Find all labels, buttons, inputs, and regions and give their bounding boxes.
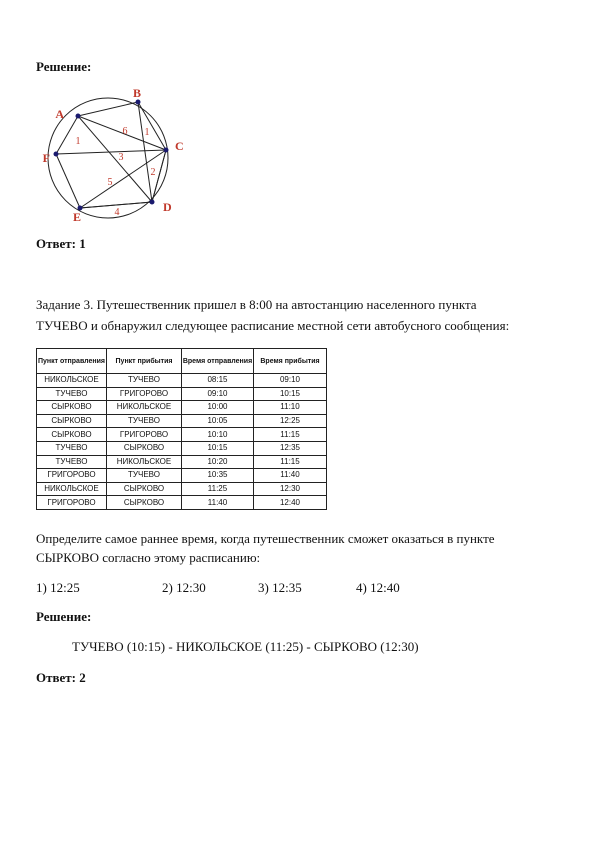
table-row [37, 455, 327, 469]
table-cell: ТУЧЕВО [107, 469, 182, 483]
table-cell: 11:10 [254, 401, 327, 415]
node-label-C: C [175, 139, 184, 153]
table-cell: НИКОЛЬСКОЕ [37, 374, 107, 388]
edge-weight-E-C: 5 [107, 177, 113, 188]
table-cell: СЫРКОВО [37, 428, 107, 442]
table-cell: 11:40 [254, 469, 327, 483]
graph-edge-A-B [78, 102, 138, 116]
edge-weight-A-C: 6 [122, 126, 128, 137]
table-row [37, 387, 327, 401]
graph-node-D [150, 200, 155, 205]
table-cell: ТУЧЕВО [37, 387, 107, 401]
node-label-F: F [42, 151, 50, 165]
table-row [37, 401, 327, 415]
table-cell: 10:35 [182, 469, 254, 483]
solution-heading-2: Решение: [36, 609, 92, 624]
node-label-A: A [55, 107, 64, 121]
table-cell: ГРИГОРОВО [37, 496, 107, 510]
graph-edge-A-D [75, 116, 152, 202]
graph-edge-B-D [138, 102, 152, 202]
graph-edge-F-C [56, 150, 166, 154]
graph-edge-B-C [138, 102, 166, 150]
table-cell: ТУЧЕВО [107, 374, 182, 388]
table-cell: 10:15 [182, 441, 254, 455]
edge-weight-F-C: 1 [75, 136, 81, 147]
solution-heading-1: Решение: [36, 59, 92, 74]
table-cell: ТУЧЕВО [37, 455, 107, 469]
table-cell: ТУЧЕВО [37, 441, 107, 455]
table-row [37, 469, 327, 483]
table-cell: 11:40 [182, 496, 254, 510]
table-cell: 10:10 [182, 428, 254, 442]
table-cell: ТУЧЕВО [107, 414, 182, 428]
question-line2: СЫРКОВО согласно этому расписанию: [36, 550, 261, 565]
table-cell: НИКОЛЬСКОЕ [37, 482, 107, 496]
answer-2: Ответ: 2 [36, 670, 86, 685]
table-row [37, 374, 327, 388]
edge-weight-E-D: 4 [114, 207, 120, 218]
schedule-table [36, 348, 327, 510]
table-cell: 12:40 [254, 496, 327, 510]
table-cell: СЫРКОВО [37, 414, 107, 428]
table-cell: 10:00 [182, 401, 254, 415]
graph-edge-F-A [56, 116, 78, 154]
table-cell: 12:35 [254, 441, 327, 455]
table-cell: СЫРКОВО [107, 441, 182, 455]
table-cell: 11:25 [182, 482, 254, 496]
table-cell: 09:10 [182, 387, 254, 401]
graph-node-B [136, 100, 141, 105]
graph-diagram [28, 88, 198, 228]
table-cell: 12:30 [254, 482, 327, 496]
edge-weight-A-D: 3 [118, 152, 124, 163]
option-2: 2) 12:30 [162, 580, 206, 595]
node-label-D: D [163, 200, 172, 214]
graph-node-F [54, 152, 59, 157]
table-row [37, 414, 327, 428]
table-cell: 09:10 [254, 374, 327, 388]
table-row [37, 428, 327, 442]
table-cell: НИКОЛЬСКОЕ [107, 401, 182, 415]
table-cell: ГРИГОРОВО [37, 469, 107, 483]
node-label-B: B [132, 88, 142, 100]
table-cell: НИКОЛЬСКОЕ [107, 455, 182, 469]
table-cell: 11:15 [254, 428, 327, 442]
table-cell: СЫРКОВО [107, 496, 182, 510]
edge-weight-C-D: 2 [150, 167, 156, 178]
table-header: Время отправления [182, 349, 254, 374]
table-cell: 10:05 [182, 414, 254, 428]
task3-line1: Задание 3. Путешественник пришел в 8:00 на автостанцию населенного пункта [36, 297, 477, 312]
task3-line2: ТУЧЕВО и обнаружил следующее расписание местной сети автобусного сообщения: [36, 318, 510, 333]
table-header: Пункт прибытия [107, 349, 182, 374]
table-cell: 10:15 [254, 387, 327, 401]
graph-node-C [164, 148, 169, 153]
table-header: Пункт отправления [37, 349, 107, 374]
table-cell: ГРИГОРОВО [107, 387, 182, 401]
table-header: Время прибытия [254, 349, 327, 374]
answer-1: Ответ: 1 [36, 236, 86, 251]
table-cell: 12:25 [254, 414, 327, 428]
solution-route: ТУЧЕВО (10:15) - НИКОЛЬСКОЕ (11:25) - СЫРКОВО (12:30) [72, 639, 419, 654]
table-cell: СЫРКОВО [107, 482, 182, 496]
edge-weight-B-D: 1 [144, 127, 150, 138]
node-label-E: E [72, 210, 82, 224]
table-cell: ГРИГОРОВО [107, 428, 182, 442]
question-line1: Определите самое раннее время, когда путешественник сможет оказаться в пункте [36, 531, 495, 546]
table-cell: СЫРКОВО [37, 401, 107, 415]
table-row [37, 441, 327, 455]
table-cell: 08:15 [182, 374, 254, 388]
table-cell: 10:20 [182, 455, 254, 469]
option-1: 1) 12:25 [36, 580, 80, 595]
option-3: 3) 12:35 [258, 580, 302, 595]
table-cell: 11:15 [254, 455, 327, 469]
table-row [37, 482, 327, 496]
graph-node-A [76, 114, 81, 119]
option-4: 4) 12:40 [356, 580, 400, 595]
graph-edge-E-F [56, 154, 80, 208]
table-row [37, 496, 327, 510]
